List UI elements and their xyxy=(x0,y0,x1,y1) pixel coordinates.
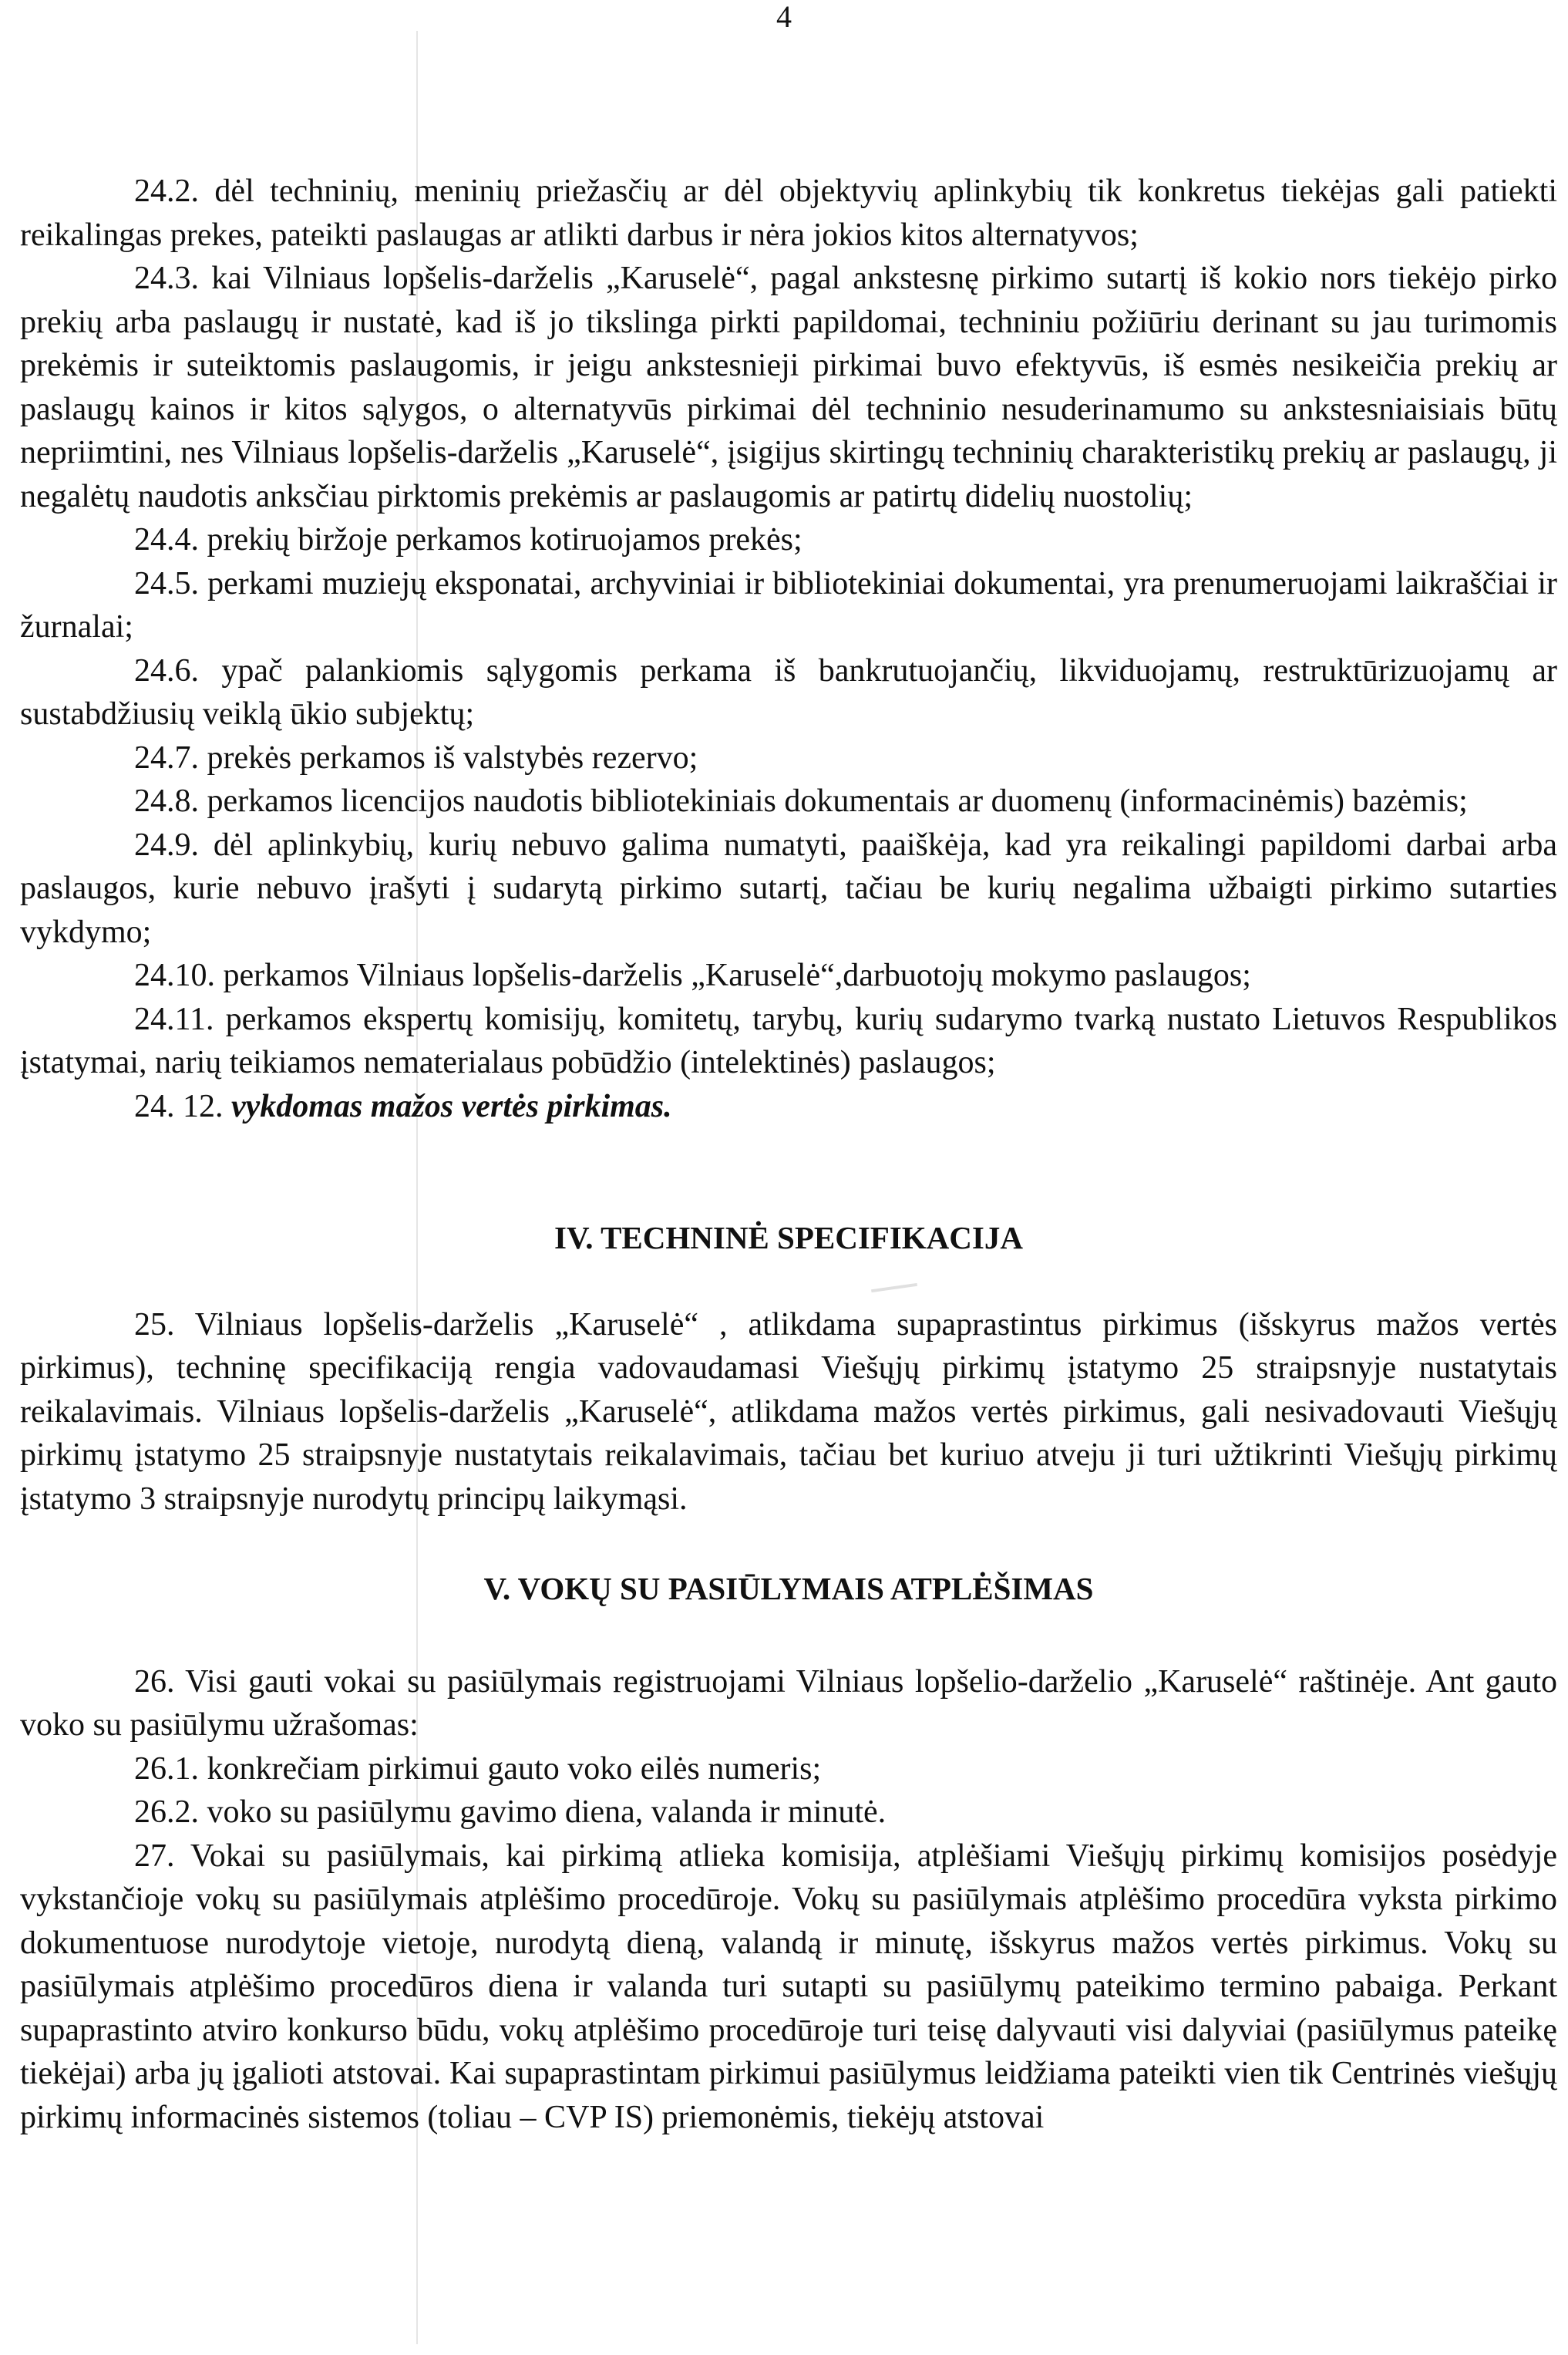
page-number: 4 xyxy=(776,0,792,34)
clause-26-2: 26.2. voko su pasiūlymu gavimo diena, valanda ir minutė. xyxy=(134,1794,887,1830)
clause-24-2: 24.2. dėl techninių, meninių priežasčių ar dėl objektyvių aplinkybių tik konkretus tiekėjas gali patiekti reikalingas prekes, pateikti paslaugas ar atlikti darbus ir nėra jokios kitos alternatyvos; xyxy=(20,174,1557,253)
clause-26-1: 26.1. konkrečiam pirkimui gauto voko eilės numeris; xyxy=(134,1750,822,1787)
section-iv-heading: IV. TECHNINĖ SPECIFIKACIJA xyxy=(554,1220,1023,1255)
clause-24-5: 24.5. perkami muziejų eksponatai, archyviniai ir bibliotekiniai dokumentai, yra prenumeruojami laikraščiai ir žurnalai; xyxy=(20,565,1557,645)
clause-24-6: 24.6. ypač palankiomis sąlygomis perkama iš bankrutuojančių, likviduojamų, restruktūrizuojamų ar sustabdžiusių veiklą ūkio subjektų; xyxy=(20,652,1557,732)
clause-24-8: 24.8. perkamos licencijos naudotis bibliotekiniais dokumentais ar duomenų (informacinėmis) bazėmis; xyxy=(134,783,1468,819)
spacer xyxy=(20,1611,1557,1660)
clause-24-12-text: vykdomas mažos vertės pirkimas. xyxy=(231,1088,672,1124)
clause-24-7: 24.7. prekės perkamos iš valstybės rezervo; xyxy=(134,740,698,776)
clause-25: 25. Vilniaus lopšelis-darželis „Karuselė“ , atlikdama supaprastintus pirkimus (išskyrus mažos vertės pirkimus), techninę specifikaciją rengia vadovaudamasi Viešųjų pirkimų įstatymo 25 straipsnyje nustatytais reikalavimais. Vilniaus lopšelis-darželis „Karuselė“, atlikdama mažos vertės pirkimus, gali nesivadovauti Viešųjų pirkimų įstatymo 25 straipsnyje nustatytais reikalavimais, tačiau bet kuriuo atveju ji turi užtikrinti Viešųjų pirkimų įstatymo 3 straipsnyje nurodytų principų laikymąsi. xyxy=(20,1306,1557,1517)
document-body xyxy=(20,170,1557,2139)
clause-24-11: 24.11. perkamos ekspertų komisijų, komitetų, tarybų, kurių sudarymo tvarką nustato Lietuvos Respublikos įstatymai, narių teikiamos nematerialaus pobūdžio (intelektinės) paslaugos; xyxy=(20,1001,1557,1080)
spacer xyxy=(20,1521,1557,1567)
clause-24-9: 24.9. dėl aplinkybių, kurių nebuvo galima numatyti, paaiškėja, kad yra reikalingi papildomi darbai arba paslaugos, kurie nebuvo įrašyti į sudarytą pirkimo sutartį, tačiau be kurių negalima užbaigti pirkimo sutarties vykdymo; xyxy=(20,827,1557,950)
spacer xyxy=(20,1260,1557,1303)
section-v-heading: V. VOKŲ SU PASIŪLYMAIS ATPLĖŠIMAS xyxy=(483,1571,1094,1606)
clause-24-12 xyxy=(20,1085,1557,1129)
clause-24-4: 24.4. prekių biržoje perkamos kotiruojamos prekės; xyxy=(134,522,803,558)
clause-24-12-number: 24. 12. xyxy=(134,1088,224,1124)
clause-26: 26. Visi gauti vokai su pasiūlymais registruojami Vilniaus lopšelio-darželio „Karuselė“ raštinėje. Ant gauto voko su pasiūlymu užrašomas: xyxy=(20,1663,1557,1743)
spacer xyxy=(20,1128,1557,1216)
clause-24-10: 24.10. perkamos Vilniaus lopšelis-darželis „Karuselė“,darbuotojų mokymo paslaugos; xyxy=(134,958,1251,993)
clause-27: 27. Vokai su pasiūlymais, kai pirkimą atlieka komisija, atplėšiami Viešųjų pirkimų komisijos posėdyje vykstančioje vokų su pasiūlymais atplėšimo procedūroje. Vokų su pasiūlymais atplėšimo procedūra vyksta pirkimo dokumentuose nurodytoje vietoje, nurodytą dieną, valandą ir minutę, išskyrus mažos vertės pirkimus. Vokų su pasiūlymais atplėšimo procedūros diena ir valanda turi sutapti su pasiūlymų pateikimo termino pabaiga. Perkant supaprastinto atviro konkurso būdu, vokų atplėšimo procedūroje turi teisę dalyvauti visi dalyviai (pasiūlymus pateikę tiekėjai) arba jų įgalioti atstovai. Kai supaprastintam pirkimui pasiūlymus leidžiama pateikti vien tik Centrinės viešųjų pirkimų informacinės sistemos (toliau – CVP IS) priemonėmis, tiekėjų atstovai xyxy=(20,1838,1557,2135)
clause-24-3: 24.3. kai Vilniaus lopšelis-darželis „Karuselė“, pagal ankstesnę pirkimo sutartį iš kokio nors tiekėjo pirko prekių arba paslaugų ir nustatė, kad iš jo tikslinga pirkti papildomai, techniniu požiūriu derinant su jau turimomis prekėmis ir suteiktomis paslaugomis, ir jeigu ankstesnieji pirkimai buvo efektyvūs, iš esmės nesikeičia prekių ar paslaugų kainos ir kitos sąlygos, o alternatyvūs pirkimai dėl techninio nesuderinamumo su ankstesniaisiais būtų nepriimtini, nes Vilniaus lopšelis-darželis „Karuselė“, įsigijus skirtingų techninių charakteristikų prekių ar paslaugų, ji negalėtų naudotis anksčiau pirktomis prekėmis ar paslaugomis ar patirtų didelių nuostolių; xyxy=(20,261,1557,514)
